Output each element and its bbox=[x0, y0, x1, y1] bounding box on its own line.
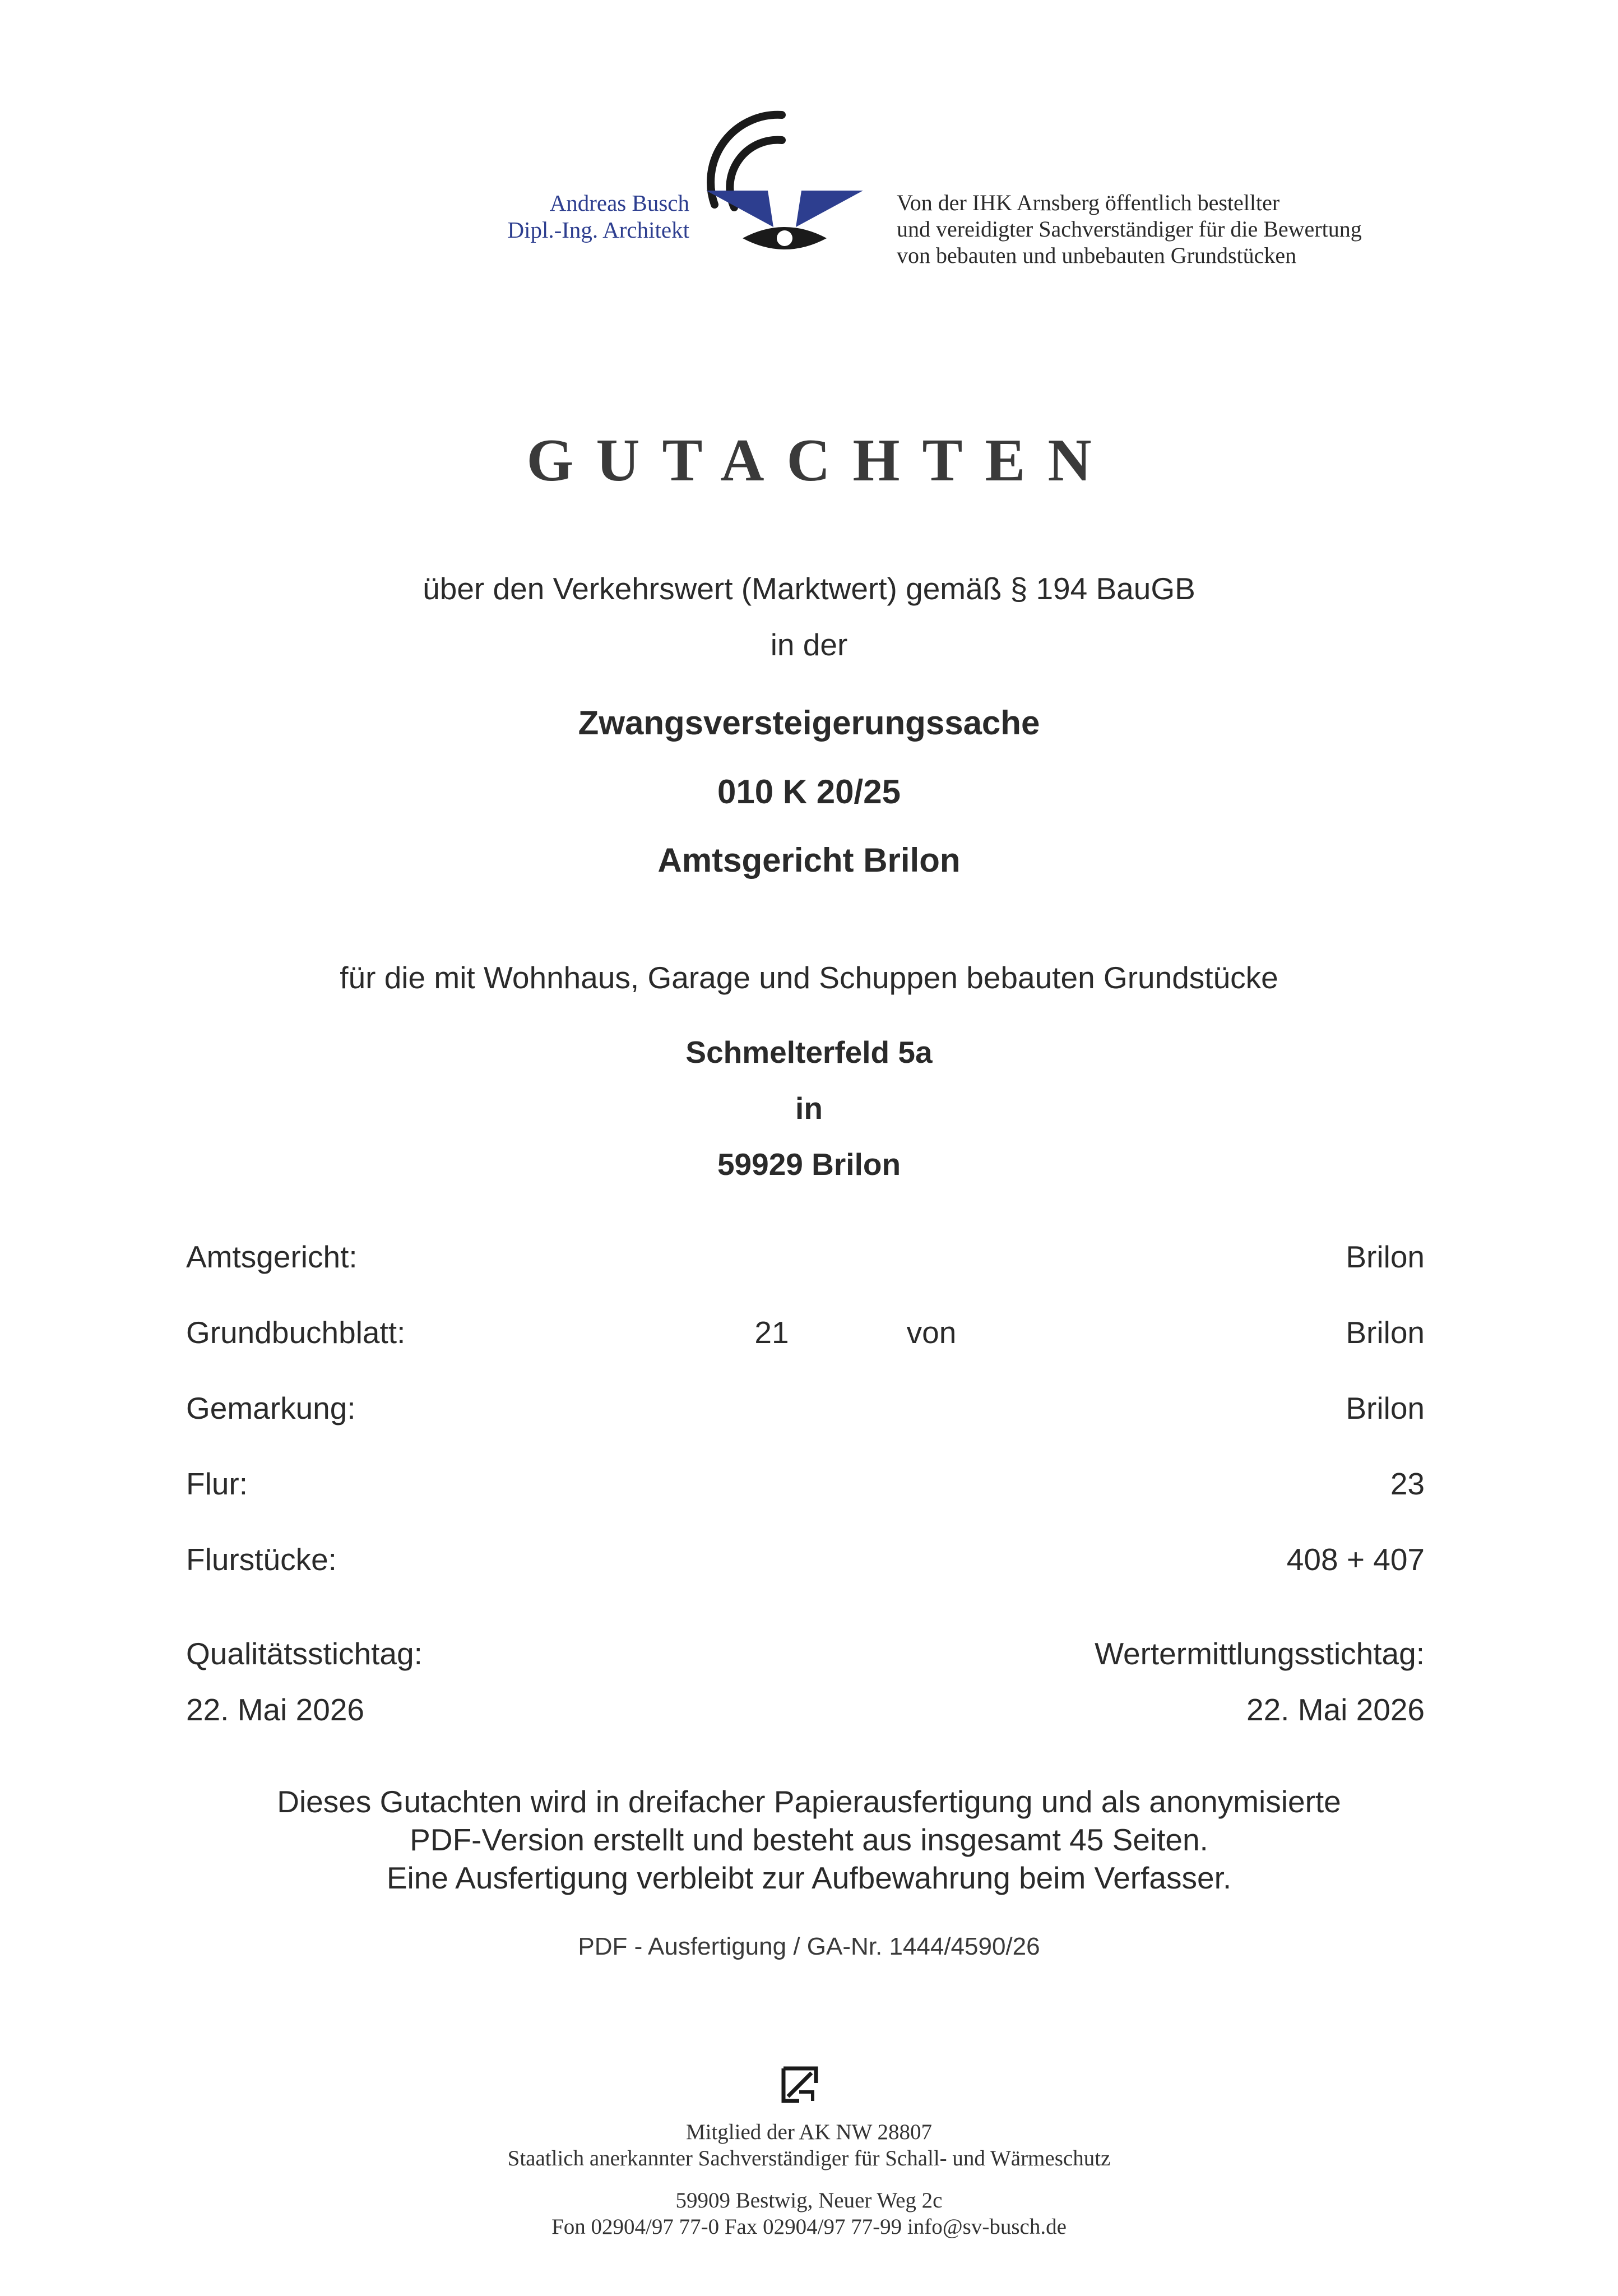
pdf-reference: PDF - Ausfertigung / GA-Nr. 1444/4590/26 bbox=[578, 1933, 1040, 1960]
detail-row-flur bbox=[186, 1466, 1425, 1505]
property-city: 59929 Brilon bbox=[717, 1147, 901, 1182]
court-title: Amtsgericht Brilon bbox=[657, 841, 961, 879]
dates-label-row bbox=[186, 1636, 1425, 1675]
detail-value: 408 + 407 bbox=[1286, 1542, 1425, 1577]
note-line: Dieses Gutachten wird in dreifacher Papierausfertigung und als anonymisierte bbox=[277, 1784, 1341, 1819]
valuation-date-label: Wertermittlungsstichtag: bbox=[1095, 1636, 1425, 1671]
grundbuchblatt-number: 21 bbox=[754, 1315, 789, 1350]
letterhead-credentials bbox=[897, 189, 1513, 269]
sv-logo bbox=[703, 107, 866, 269]
case-number: 010 K 20/25 bbox=[717, 773, 901, 811]
note-line: PDF-Version erstellt und besteht aus insgesamt 45 Seiten. bbox=[410, 1822, 1208, 1857]
detail-value: Brilon bbox=[1346, 1391, 1425, 1425]
quality-date: 22. Mai 2026 bbox=[186, 1692, 364, 1727]
property-description: für die mit Wohnhaus, Garage und Schuppen bebauten Grundstücke bbox=[340, 960, 1278, 995]
property-street: Schmelterfeld 5a bbox=[685, 1035, 933, 1070]
architect-chamber-icon bbox=[779, 2064, 820, 2105]
detail-row-amtsgericht bbox=[186, 1239, 1425, 1278]
valuation-date: 22. Mai 2026 bbox=[1246, 1692, 1425, 1727]
author-degree: Dipl.-Ing. Architekt bbox=[507, 217, 689, 243]
footer-membership: Mitglied der AK NW 28807 bbox=[685, 2120, 933, 2144]
quality-date-label: Qualitätsstichtag: bbox=[186, 1636, 423, 1671]
page-footer bbox=[0, 2119, 1618, 2240]
logo-wing-right bbox=[796, 191, 863, 227]
detail-label: Grundbuchblatt: bbox=[186, 1315, 406, 1350]
in-text: in bbox=[795, 1091, 823, 1126]
in-der-text: in der bbox=[770, 627, 848, 662]
logo-wing-left bbox=[706, 191, 773, 227]
document-title: GUTACHTEN bbox=[526, 427, 1114, 494]
detail-row-flurstuecke bbox=[186, 1542, 1425, 1581]
document-subtitle: über den Verkehrswert (Marktwert) gemäß § 194 BauGB bbox=[423, 571, 1195, 606]
footer-address: 59909 Bestwig, Neuer Weg 2c bbox=[675, 2188, 943, 2212]
detail-row-grundbuchblatt bbox=[186, 1314, 1425, 1354]
footer-certification: Staatlich anerkannter Sachverständiger für Schall- und Wärmeschutz bbox=[507, 2146, 1111, 2170]
credential-line: von bebauten und unbebauten Grundstücken bbox=[897, 243, 1297, 268]
detail-label: Flur: bbox=[186, 1466, 248, 1501]
case-type: Zwangsversteigerungssache bbox=[578, 704, 1040, 742]
grundbuchblatt-connector: von bbox=[906, 1315, 957, 1350]
logo-pupil bbox=[777, 230, 792, 246]
detail-label: Amtsgericht: bbox=[186, 1239, 358, 1274]
detail-value: 23 bbox=[1390, 1466, 1425, 1501]
credential-line: Von der IHK Arnsberg öffentlich bestellter bbox=[897, 190, 1280, 215]
detail-label: Gemarkung: bbox=[186, 1391, 356, 1425]
detail-label: Flurstücke: bbox=[186, 1542, 337, 1577]
author-name: Andreas Busch bbox=[549, 190, 689, 216]
detail-row-gemarkung bbox=[186, 1390, 1425, 1429]
credential-line: und vereidigter Sachverständiger für die Bewertung bbox=[897, 216, 1362, 242]
dates-value-row bbox=[186, 1692, 1425, 1731]
detail-value: Brilon bbox=[1346, 1239, 1425, 1274]
detail-value: Brilon bbox=[1346, 1315, 1425, 1350]
note-line: Eine Ausfertigung verbleibt zur Aufbewahrung beim Verfasser. bbox=[386, 1860, 1232, 1895]
letterhead-name-block bbox=[392, 189, 689, 243]
document-note bbox=[0, 1783, 1618, 1897]
footer-contact: Fon 02904/97 77-0 Fax 02904/97 77-99 info@sv-busch.de bbox=[551, 2215, 1067, 2239]
